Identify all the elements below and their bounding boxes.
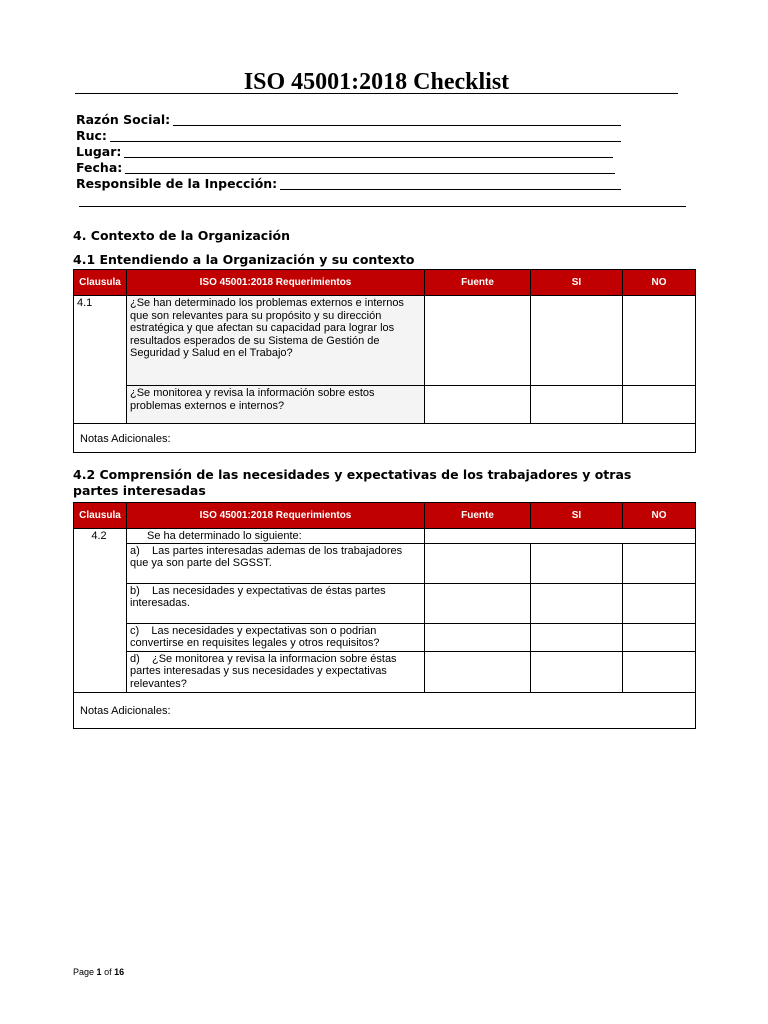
fuente-cell[interactable] [425,623,531,651]
notes-row [74,424,696,453]
si-cell[interactable] [531,623,623,651]
separator-line [79,206,686,207]
table-header-row [74,270,696,296]
no-cell[interactable] [623,583,696,623]
fuente-cell[interactable] [425,651,531,692]
checklist-table-4-1 [73,269,696,453]
notes-cell[interactable] [74,692,696,728]
field-blank-line [173,125,621,126]
requirement-cell [127,386,425,424]
notes-row [74,692,696,728]
field-razon-social [76,112,621,128]
requirement-cell [127,543,425,583]
no-cell[interactable] [623,623,696,651]
requirement-cell [127,583,425,623]
fuente-cell[interactable] [425,296,531,386]
requirement-text: ¿Se han determinado los problemas externos e internos que son relevantes para su propósito y su dirección estratégica y que afectan su capacidad para lograr los resultados esperados de su Sistema de Gestión de Seguridad y Salud en el Trabajo? [130,297,404,359]
table-row [74,529,696,544]
header-fuente: Fuente [425,503,531,529]
requirement-text: ¿Se monitorea y revisa la información sobre estos problemas externos e internos? [130,387,375,412]
no-cell[interactable] [623,386,696,424]
field-blank-line [125,173,615,174]
header-requerimientos: ISO 45001:2018 Requerimientos [127,503,425,529]
title-underline [75,93,678,94]
subsection-heading-4-1: 4.1 Entendiendo a la Organización y su contexto [73,252,415,267]
fuente-cell[interactable] [425,386,531,424]
section-heading: 4. Contexto de la Organización [73,228,290,243]
field-responsable [76,176,621,192]
requirement-cell [127,529,425,544]
table-row [74,543,696,583]
checklist-table-4-2 [73,502,696,729]
field-ruc [76,128,621,144]
blank-cell [425,529,696,544]
header-clausula: Clausula [74,270,127,296]
fuente-cell[interactable] [425,543,531,583]
requirement-text: c) Las necesidades y expectativas son o podrian convertirse en requisites legales y otros requisitos? [130,624,380,649]
no-cell[interactable] [623,543,696,583]
requirement-cell [127,296,425,386]
requirement-intro: Se ha determinado lo siguiente: [147,530,302,542]
header-si: SI [531,503,623,529]
si-cell[interactable] [531,543,623,583]
header-no: NO [623,270,696,296]
header-fields [76,112,621,192]
field-blank-line [110,141,621,142]
field-blank-line [124,157,613,158]
field-label: Responsible de la Inpección: [76,176,278,191]
of-label: of [104,967,112,977]
clause-cell [74,296,127,424]
field-lugar [76,144,613,160]
page-label: Page [73,967,95,977]
table-row [74,583,696,623]
requirement-cell [127,623,425,651]
clause-cell [74,529,127,693]
notes-label: Notas Adicionales: [80,705,171,717]
si-cell[interactable] [531,651,623,692]
requirement-text: a) Las partes interesadas ademas de los trabajadores que ya son parte del SGSST. [130,544,406,569]
page-footer [73,967,124,977]
header-clausula: Clausula [74,503,127,529]
fuente-cell[interactable] [425,583,531,623]
table-row [74,296,696,386]
requirement-text: d) ¿Se monitorea y revisa la informacion sobre éstas partes interesadas y sus necesidades y expectativas relevantes? [130,652,400,690]
no-cell[interactable] [623,296,696,386]
field-label: Razón Social: [76,112,171,127]
notes-label: Notas Adicionales: [80,433,171,445]
field-label: Ruc: [76,128,107,143]
table-header-row [74,503,696,529]
header-si: SI [531,270,623,296]
notes-cell[interactable] [74,424,696,453]
subsection-heading-4-2: 4.2 Comprensión de las necesidades y expectativas de los trabajadores y otras partes interesadas [73,467,632,498]
clause-number: 4.1 [77,297,93,309]
no-cell[interactable] [623,651,696,692]
page-total: 16 [114,967,125,977]
header-fuente: Fuente [425,270,531,296]
header-requerimientos: ISO 45001:2018 Requerimientos [127,270,425,296]
field-label: Lugar: [76,144,122,159]
table-row [74,651,696,692]
clause-number: 4.2 [91,530,107,542]
requirement-text: b) Las necesidades y expectativas de éstas partes interesadas. [130,584,389,609]
si-cell[interactable] [531,583,623,623]
si-cell[interactable] [531,296,623,386]
table-row [74,386,696,424]
field-label: Fecha: [76,160,123,175]
header-no: NO [623,503,696,529]
table-row [74,623,696,651]
requirement-cell [127,651,425,692]
document-title: ISO 45001:2018 Checklist [243,69,510,95]
page-current: 1 [96,967,102,977]
field-fecha [76,160,615,176]
si-cell[interactable] [531,386,623,424]
field-blank-line [280,189,621,190]
